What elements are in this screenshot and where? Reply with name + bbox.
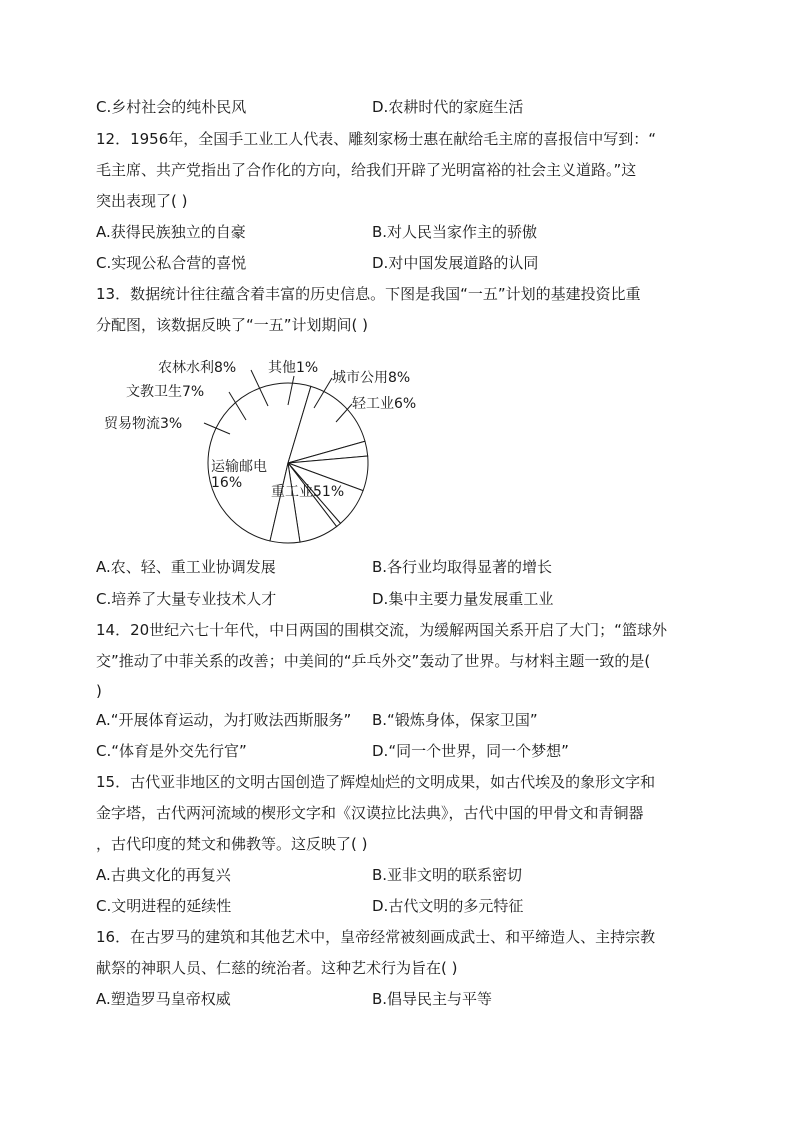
q12-option-b: B.对人民当家作主的骄傲 bbox=[372, 223, 538, 241]
q12-stem-line2: 毛主席、共产党指出了合作化的方向，给我们开辟了光明富裕的社会主义道路。”这 bbox=[96, 161, 637, 179]
q14-option-d: D.“同一个世界，同一个梦想” bbox=[372, 742, 569, 760]
q14-stem-line1: 14．20世纪六七十年代，中日两国的围棋交流，为缓解两国关系开启了大门；“篮球外 bbox=[96, 621, 667, 639]
q15-stem-line1: 15．古代亚非地区的文明古国创造了辉煌灿烂的文明成果，如古代埃及的象形文字和 bbox=[96, 773, 656, 791]
pie-label: 16% bbox=[211, 475, 243, 491]
q13-option-b: B.各行业均取得显著的增长 bbox=[372, 558, 553, 576]
q16-stem-line1: 16．在古罗马的建筑和其他艺术中，皇帝经常被刻画成武士、和平缔造人、主持宗教 bbox=[96, 928, 656, 946]
q11-option-c: C.乡村社会的纯朴民风 bbox=[96, 98, 247, 116]
q14-option-c: C.“体育是外交先行官” bbox=[96, 742, 247, 760]
q14-option-a: A.“开展体育运动，为打败法西斯服务” bbox=[96, 711, 352, 729]
q14-stem-line2: 交”推动了中菲关系的改善；中美间的“乒乓外交”轰动了世界。与材料主题一致的是( bbox=[96, 652, 651, 670]
q14-option-b: B.“锻炼身体，保家卫国” bbox=[372, 711, 538, 729]
q15-option-b: B.亚非文明的联系密切 bbox=[372, 866, 523, 884]
q13-option-a: A.农、轻、重工业协调发展 bbox=[96, 558, 276, 576]
q13-option-c: C.培养了大量专业技术人才 bbox=[96, 590, 277, 608]
investment-pie-chart bbox=[96, 350, 436, 550]
q13-option-d: D.集中主要力量发展重工业 bbox=[372, 590, 554, 608]
pie-label: 运输邮电 bbox=[211, 459, 267, 475]
q12-option-c: C.实现公私合营的喜悦 bbox=[96, 254, 247, 272]
q14-stem-line3: ) bbox=[96, 682, 102, 700]
q12-option-d: D.对中国发展道路的认同 bbox=[372, 254, 539, 272]
q15-option-d: D.古代文明的多元特征 bbox=[372, 897, 524, 915]
q15-option-a: A.古典文化的再复兴 bbox=[96, 866, 231, 884]
q15-option-c: C.文明进程的延续性 bbox=[96, 897, 232, 915]
pie-label: 重工业51% bbox=[271, 484, 345, 500]
q16-stem-line2: 献祭的神职人员、仁慈的统治者。这种艺术行为旨在( ) bbox=[96, 959, 458, 977]
q16-option-b: B.倡导民主与平等 bbox=[372, 990, 493, 1008]
pie-label: 贸易物流3% bbox=[104, 416, 183, 432]
pie-label: 轻工业6% bbox=[352, 396, 417, 412]
q12-option-a: A.获得民族独立的自豪 bbox=[96, 223, 246, 241]
q16-option-a: A.塑造罗马皇帝权威 bbox=[96, 990, 231, 1008]
q13-stem-line2: 分配图，该数据反映了“一五”计划期间( ) bbox=[96, 316, 369, 334]
q11-option-d: D.农耕时代的家庭生活 bbox=[372, 98, 524, 116]
q12-stem-line3: 突出表现了( ) bbox=[96, 192, 188, 210]
pie-label: 农林水利8% bbox=[158, 360, 237, 376]
pie-label: 其他1% bbox=[268, 360, 319, 376]
q12-stem-line1: 12．1956年，全国手工业工人代表、雕刻家杨士惠在献给毛主席的喜报信中写到：“ bbox=[96, 130, 657, 148]
pie-label: 城市公用8% bbox=[332, 370, 411, 386]
pie-label: 文教卫生7% bbox=[126, 384, 205, 400]
q15-stem-line2: 金字塔，古代两河流域的楔形文字和《汉谟拉比法典》，古代中国的甲骨文和青铜器 bbox=[96, 804, 644, 822]
q13-stem-line1: 13．数据统计往往蕴含着丰富的历史信息。下图是我国“一五”计划的基建投资比重 bbox=[96, 285, 641, 303]
q15-stem-line3: ，古代印度的梵文和佛教等。这反映了( ) bbox=[96, 835, 368, 853]
